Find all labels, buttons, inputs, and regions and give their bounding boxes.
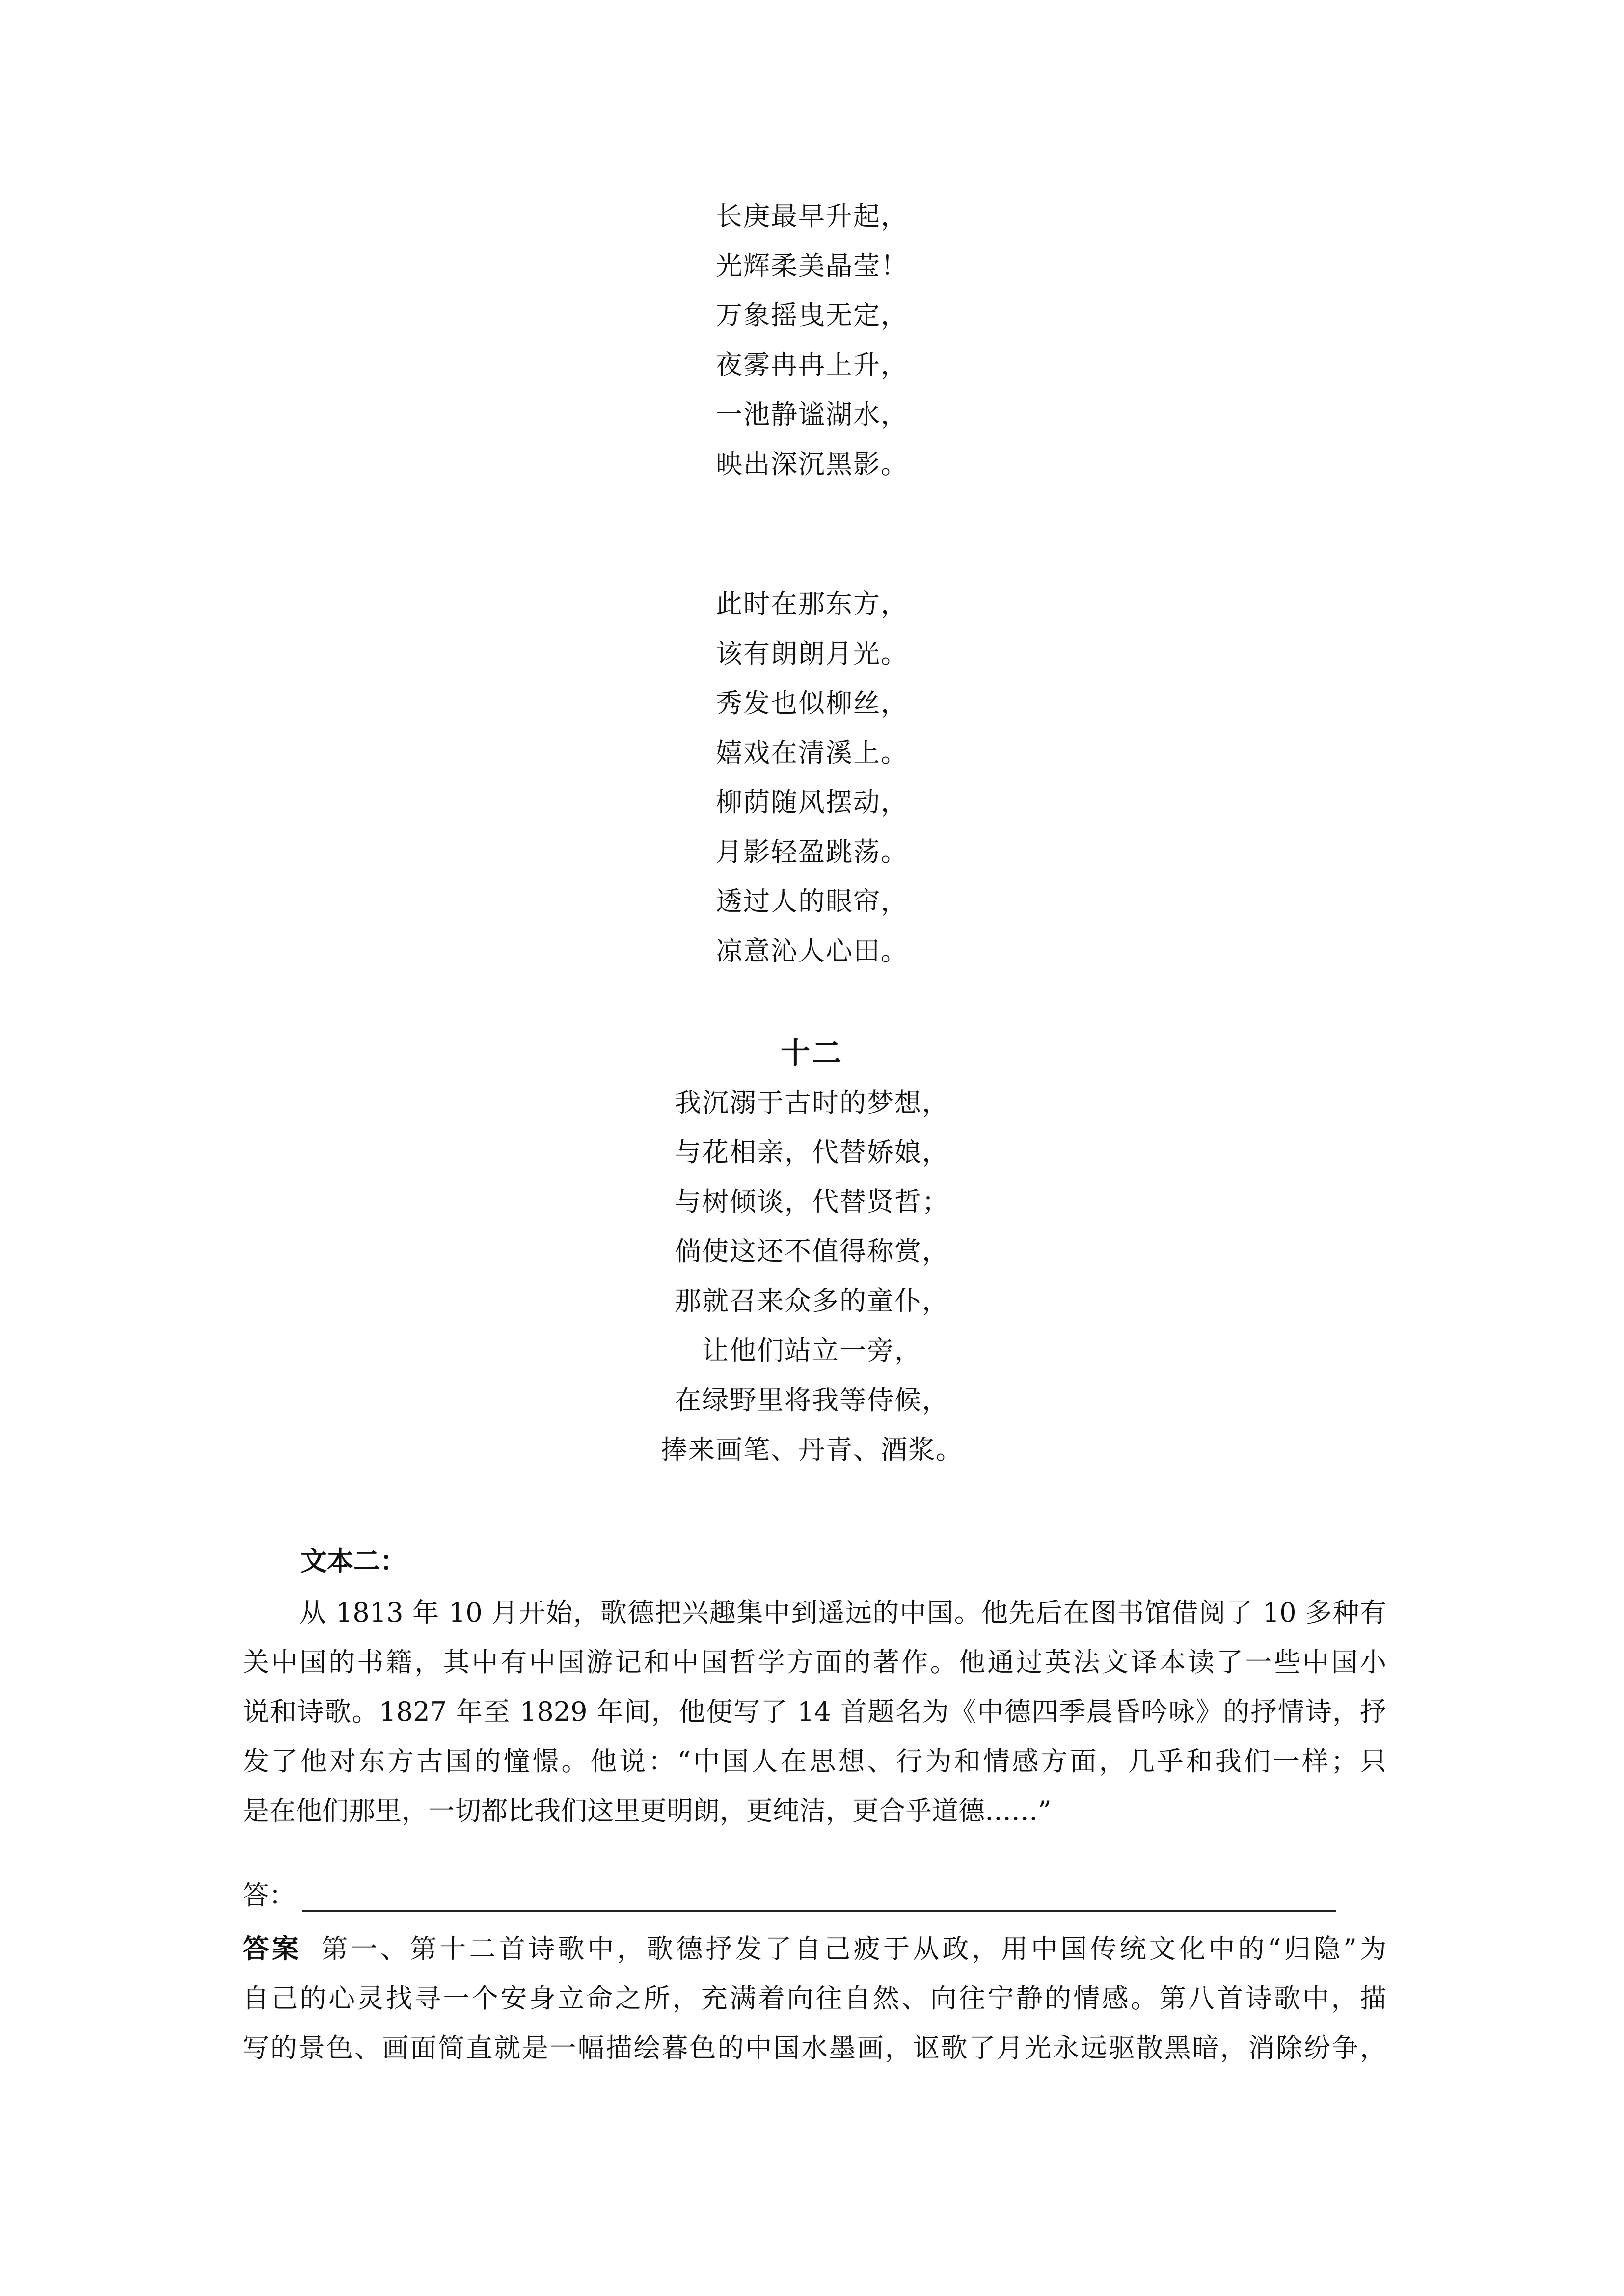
paragraph-line: 从 1813 年 10 月开始，歌德把兴趣集中到遥远的中国。他先后在图书馆借阅了 10 多种有 xyxy=(299,1597,1386,1628)
poem-line: 透过人的眼帘， xyxy=(716,886,908,917)
poem-line: 让他们站立一旁， xyxy=(702,1335,922,1366)
paragraph-line: 是在他们那里，一切都比我们这里更明朗，更纯洁，更合乎道德……” xyxy=(243,1795,1052,1826)
paragraph-line: 关中国的书籍，其中有中国游记和中国哲学方面的著作。他通过英法文译本读了一些中国小 xyxy=(243,1647,1386,1678)
text2-paragraph xyxy=(243,1588,1386,1836)
answer-blank-row xyxy=(243,1871,1372,1920)
poem-stanza-1 xyxy=(0,191,1624,489)
poem-line: 长庚最早升起， xyxy=(716,201,908,232)
poem-line: 与树倾谈，代替贤哲； xyxy=(675,1186,949,1217)
paragraph-line: 发了他对东方古国的憧憬。他说：“中国人在思想、行为和情感方面，几乎和我们一样；只 xyxy=(243,1746,1386,1777)
poem-line: 一池静谧湖水， xyxy=(716,399,908,430)
poem-line: 嬉戏在清溪上。 xyxy=(716,737,908,768)
poem-line: 此时在那东方， xyxy=(716,588,908,619)
poem-line: 柳荫随风摆动， xyxy=(716,787,908,818)
poem-line: 捧来画笔、丹青、酒浆。 xyxy=(661,1434,963,1465)
poem-12 xyxy=(0,1029,1624,1474)
answer-block xyxy=(243,1924,1386,2073)
poem-line: 那就召来众多的童仆， xyxy=(675,1285,949,1316)
poem-line: 与花相亲，代替娇娘， xyxy=(675,1137,949,1168)
answer-blank-line xyxy=(302,1910,1336,1912)
poem-line: 夜雾冉冉上升， xyxy=(716,349,908,380)
paragraph-line: 说和诗歌。1827 年至 1829 年间，他便写了 14 首题名为《中德四季晨昏吟咏》的抒情诗，抒 xyxy=(243,1696,1386,1727)
poem-title: 十二 xyxy=(781,1036,843,1070)
poem-line: 秀发也似柳丝， xyxy=(716,688,908,719)
section-label-text2: 文本二： xyxy=(300,1545,406,1576)
answer-text: 第一、第十二首诗歌中，歌德抒发了自己疲于从政，用中国传统文化中的“归隐”为 xyxy=(321,1933,1386,1964)
poem-line: 光辉柔美晶莹！ xyxy=(716,250,908,281)
poem-line: 我沉溺于古时的梦想， xyxy=(675,1087,949,1118)
poem-stanza-2 xyxy=(0,579,1624,976)
poem-line: 在绿野里将我等侍候， xyxy=(675,1385,949,1415)
answer-tag: 答案 xyxy=(243,1933,302,1964)
poem-line: 映出深沉黑影。 xyxy=(716,449,908,480)
answer-prompt: 答： xyxy=(243,1880,296,1911)
poem-line: 倘使这还不值得称赏， xyxy=(675,1236,949,1267)
answer-line: 自己的心灵找寻一个安身立命之所，充满着向往自然、向往宁静的情感。第八首诗歌中，描 xyxy=(243,1983,1386,2014)
poem-line: 万象摇曳无定， xyxy=(716,300,908,331)
poem-line: 月影轻盈跳荡。 xyxy=(716,836,908,867)
poem-line: 凉意沁人心田。 xyxy=(716,935,908,966)
answer-line xyxy=(243,1924,1386,1974)
answer-line: 写的景色、画面简直就是一幅描绘暮色的中国水墨画，讴歌了月光永远驱散黑暗，消除纷争， xyxy=(243,2032,1386,2063)
poem-line: 该有朗朗月光。 xyxy=(716,638,908,669)
